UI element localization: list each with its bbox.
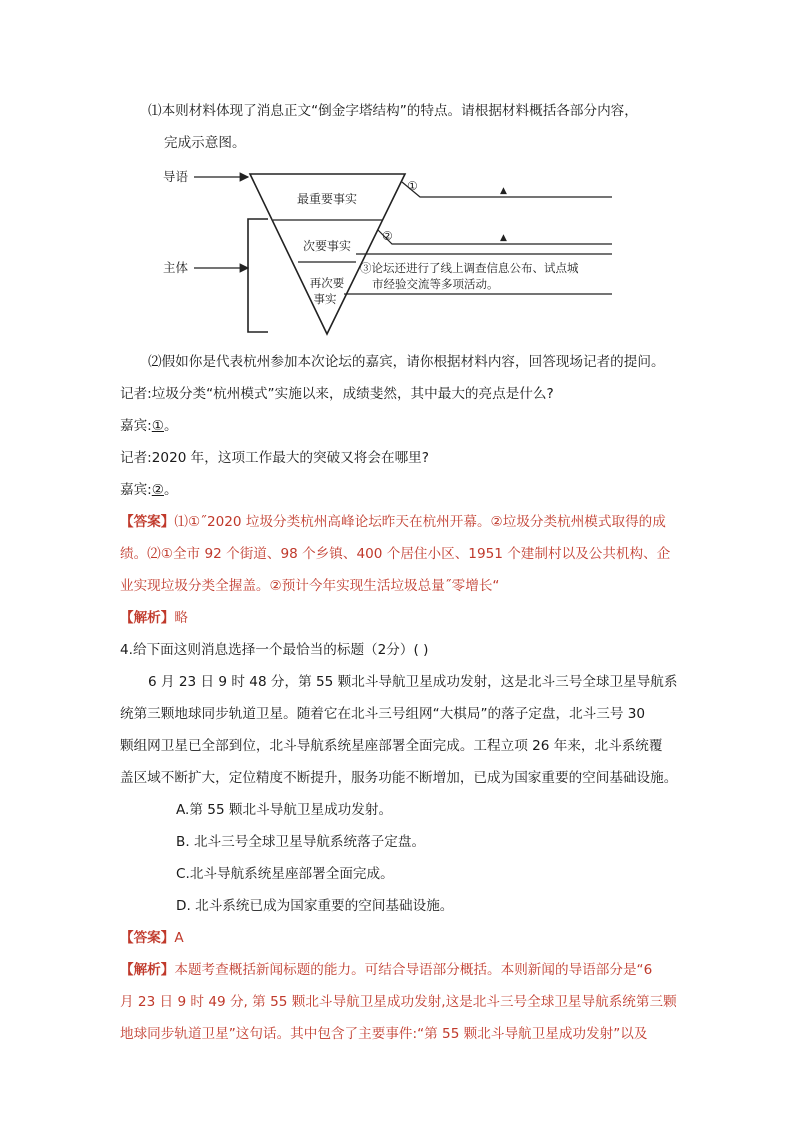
guest-prefix: 嘉宾: xyxy=(120,482,152,498)
label-body: 主体 xyxy=(163,260,189,275)
triangle-mark-2: ▲ xyxy=(500,233,507,243)
q4-answer-label: 【答案】 xyxy=(120,930,175,946)
guest-blank-1: ① xyxy=(151,418,164,434)
reporter-question-2: 记者:2020 年，这项工作最大的突破又将会在哪里? xyxy=(120,450,429,466)
q4-analysis-line1 xyxy=(120,960,652,980)
tier3-label-line2: 事实 xyxy=(313,292,337,306)
q4-passage-line1: 6 月 23 日 9 时 48 分，第 55 颗北斗导航卫星成功发射，这是北斗三号全球卫星导航系 xyxy=(148,674,678,690)
q3-analysis-text: 略 xyxy=(174,610,188,626)
guest-blank-2: ② xyxy=(151,482,164,498)
q4-answer xyxy=(120,928,184,948)
guest-suffix: 。 xyxy=(163,482,178,498)
part2-instruction: ⑵假如你是代表杭州参加本次论坛的嘉宾，请你根据材料内容，回答现场记者的提问。 xyxy=(148,354,665,370)
q4-analysis-line3: 地球同步轨道卫星”这句话。其中包含了主要事件:“第 55 颗北斗导航卫星成功发射”以及 xyxy=(120,1026,648,1042)
q4-answer-text: A xyxy=(174,930,184,946)
q4-title: 4.给下面这则消息选择一个最恰当的标题（2分）( ) xyxy=(120,642,429,658)
q3-analysis-label: 【解析】 xyxy=(120,610,175,626)
reporter-question-1: 记者:垃圾分类“杭州模式”实施以来，成绩斐然，其中最大的亮点是什么? xyxy=(120,386,554,402)
part1-instruction-line2: 完成示意图。 xyxy=(164,135,246,151)
part1-instruction-line1: ⑴本则材料体现了消息正文“倒金字塔结构”的特点。请根据材料概括各部分内容， xyxy=(148,103,638,119)
q3-answer-line2: 绩。⑵①全市 92 个街道、98 个乡镇、400 个居住小区、1951 个建制村以及公共机构、企 xyxy=(120,546,671,562)
mark3-line1: ③论坛还进行了线上调查信息公布、试点城 xyxy=(360,261,579,275)
q3-answer-text-1: ⑴①˝2020 垃圾分类杭州高峰论坛昨天在杭州开幕。②垃圾分类杭州模式取得的成 xyxy=(174,514,666,530)
tier2-label: 次要事实 xyxy=(302,239,352,253)
q4-option-d: D. 北斗系统已成为国家重要的空间基础设施。 xyxy=(176,898,454,914)
q4-option-c: C.北斗导航系统星座部署全面完成。 xyxy=(176,866,394,882)
q4-analysis-line2: 月 23 日 9 时 49 分, 第 55 颗北斗导航卫星成功发射,这是北斗三号全球卫星导航系统第三颗 xyxy=(120,994,677,1010)
q4-option-a: A.第 55 颗北斗导航卫星成功发射。 xyxy=(176,802,393,818)
triangle-mark-1: ▲ xyxy=(500,186,507,196)
guest-prefix: 嘉宾: xyxy=(120,418,152,434)
q4-analysis-text-1: 本题考查概括新闻标题的能力。可结合导语部分概括。本则新闻的导语部分是“6 xyxy=(174,962,653,978)
guest-answer-2 xyxy=(120,480,178,500)
q4-option-b: B. 北斗三号全球卫星导航系统落子定盘。 xyxy=(176,834,426,850)
q4-passage-line4: 盖区域不断扩大，定位精度不断提升，服务功能不断增加，已成为国家重要的空间基础设施。 xyxy=(120,770,678,786)
q3-answer-line3: 业实现垃圾分类全握盖。②预计今年实现生活垃圾总量˝零增长“ xyxy=(120,578,500,594)
tier1-label: 最重要事实 xyxy=(296,192,358,206)
inverted-pyramid-diagram xyxy=(160,162,620,342)
mark3-line2: 市经验交流等多项活动。 xyxy=(372,277,499,291)
q3-answer-line1 xyxy=(120,512,666,532)
body-bracket xyxy=(248,219,268,332)
mark2: ② xyxy=(382,229,393,243)
label-lead: 导语 xyxy=(163,169,189,184)
q4-passage-line3: 颗组网卫星已全部到位，北斗导航系统星座部署全面完成。工程立项 26 年来，北斗系统覆 xyxy=(120,738,663,754)
q4-analysis-label: 【解析】 xyxy=(120,962,175,978)
q3-analysis xyxy=(120,608,188,628)
mark2-line xyxy=(378,230,612,244)
q4-passage-line2: 统第三颗地球同步轨道卫星。随着它在北斗三号组网“大棋局”的落子定盘，北斗三号 30 xyxy=(120,706,646,722)
mark1: ① xyxy=(407,179,418,193)
mark1-line xyxy=(402,182,612,197)
guest-suffix: 。 xyxy=(163,418,178,434)
tier3-label-line1: 再次要 xyxy=(309,276,345,290)
q3-answer-label: 【答案】 xyxy=(120,514,175,530)
guest-answer-1 xyxy=(120,416,178,436)
